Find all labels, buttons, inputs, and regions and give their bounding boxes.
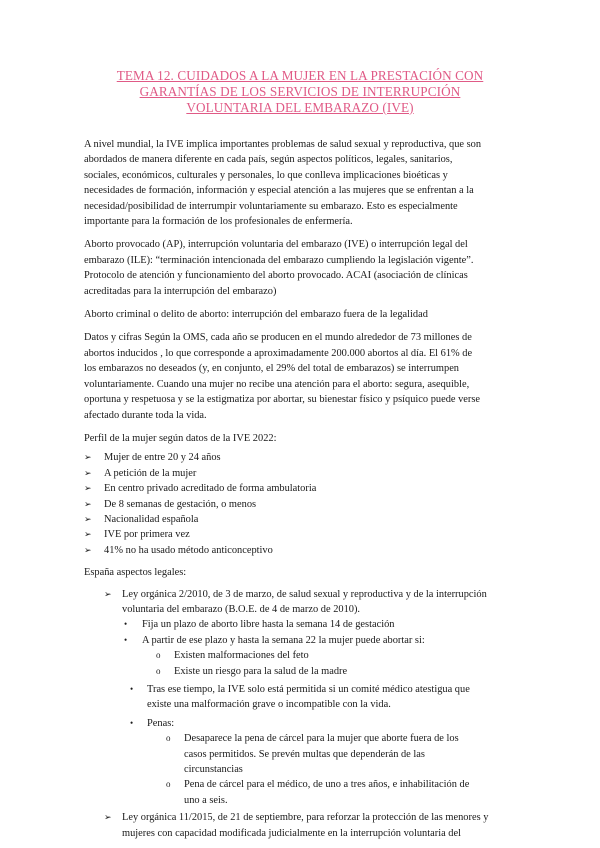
document-page (84, 68, 516, 841)
ley-2-2010-sublist (122, 617, 516, 808)
list-item (122, 664, 516, 679)
list-item-text: Fija un plazo de aborto libre hasta la semana 14 de gestación (142, 619, 395, 631)
text-line: Ley orgánica 2/2010, de 3 de marzo, de salud sexual y reproductiva y de la interrupción (122, 588, 487, 600)
circle-bullet-icon: o (156, 665, 161, 676)
title-line: VOLUNTARIA DEL EMBARAZO (IVE) (186, 100, 414, 115)
text-line: abortos inducidos , lo que corresponde a aproximadamente 200.000 abortos al día. El 61% de (84, 347, 473, 359)
list-item (84, 543, 516, 558)
list-item-text: De 8 semanas de gestación, o menos (104, 498, 257, 510)
list-item-text: A petición de la mujer (104, 467, 197, 479)
text-line: acreditadas para la interrupción del embarazo) (84, 285, 277, 297)
dot-bullet-icon: • (124, 634, 128, 645)
list-item (122, 777, 516, 808)
text-line: voluntaria del embarazo (B.O.E. de 4 de marzo de 2010). (122, 603, 361, 615)
list-item (84, 466, 516, 481)
list-item (122, 716, 516, 731)
text-line: embarazo (ILE): “terminación intencionada del embarazo cumpliendo la legislación vigente”. (84, 254, 474, 266)
text-line: abordados de manera diferente en cada país, según aspectos políticos, legales, sanitarios, (84, 154, 453, 166)
aborto-provocado-paragraph (84, 237, 516, 299)
list-item-text: Existen malformaciones del feto (174, 650, 309, 662)
text-line: mujeres con capacidad modificada judicialmente en la interrupción voluntaria del (122, 827, 461, 839)
ley-2-2010-item (84, 587, 516, 809)
text-line: Ley orgánica 11/2015, de 21 de septiembre, para reforzar la protección de las menores y (122, 812, 489, 824)
title-line: TEMA 12. CUIDADOS A LA MUJER EN LA PRESTACIÓN CON (116, 68, 484, 83)
intro-paragraph (84, 137, 516, 229)
text-line: Aborto criminal o delito de aborto: interrupción del embarazo fuera de la legalidad (84, 309, 428, 321)
text-line: Pena de cárcel para el médico, de uno a tres años, e inhabilitación de (184, 779, 470, 791)
list-item-text: 41% no ha usado método anticonceptivo (104, 544, 273, 556)
text-line: Protocolo de atención y funcionamiento del aborto provocado. ACAI (asociación de clínicas (84, 270, 468, 282)
arrow-bullet-icon: ➢ (104, 588, 112, 599)
list-item-text: Penas: (147, 717, 175, 729)
list-item (122, 731, 516, 777)
list-item (84, 512, 516, 527)
text-line: existe una malformación grave o incompatible con la vida. (147, 699, 391, 711)
text-line: circunstancias (184, 764, 243, 776)
circle-bullet-icon: o (156, 650, 161, 661)
espana-heading: España aspectos legales: (84, 567, 187, 579)
arrow-bullet-icon: ➢ (104, 812, 112, 823)
list-item-text: IVE por primera vez (104, 529, 190, 541)
perfil-list (84, 450, 516, 558)
perfil-heading: Perfil de la mujer según datos de la IVE 2022: (84, 432, 277, 444)
ley-11-2015-item (84, 810, 516, 841)
list-item (84, 450, 516, 465)
text-line: los embarazos no deseados (y, en conjunto, el 29% del total de embarazos) se interrumpen (84, 363, 459, 375)
text-line: voluntariamente. Cuando una mujer no recibe una atención para el aborto: segura, asequible, (84, 378, 470, 390)
text-line: Aborto provocado (AP), interrupción voluntaria del embarazo (IVE) o interrupción legal del (84, 239, 468, 251)
arrow-bullet-icon: ➢ (84, 529, 92, 540)
text-line: A nivel mundial, la IVE implica importantes problemas de salud sexual y reproductiva, que son (84, 139, 482, 150)
list-item (84, 497, 516, 512)
text-line: Tras ese tiempo, la IVE solo está permitida si un comité médico atestigua que (147, 684, 470, 695)
text-line: oportuna y respetuosa y se la estigmatiza por abortar, su bienestar físico y psíquico puede verse (84, 394, 481, 406)
text-line: Datos y cifras Según la OMS, cada año se producen en el mundo alrededor de 73 millones de (84, 332, 472, 344)
circle-bullet-icon: o (166, 733, 171, 744)
document-title (84, 68, 516, 116)
arrow-bullet-icon: ➢ (84, 498, 92, 509)
list-item (122, 617, 516, 632)
text-line: Desaparece la pena de cárcel para la mujer que aborte fuera de los (184, 733, 459, 745)
list-item-text: Existe un riesgo para la salud de la madre (174, 665, 348, 677)
dot-bullet-icon: • (124, 619, 128, 630)
list-item-text: En centro privado acreditado de forma ambulatoria (104, 483, 317, 495)
list-item (122, 648, 516, 663)
text-line: importante para la formación de los profesionales de enfermería. (84, 216, 353, 228)
text-line: afectado durante toda la vida. (84, 409, 207, 421)
dot-bullet-icon: • (130, 717, 134, 728)
list-item (122, 682, 516, 713)
text-line: necesidades de formación, información y especial atención a las mujeres que se enfrentan a la (84, 185, 474, 197)
arrow-bullet-icon: ➢ (84, 467, 92, 478)
list-item (84, 481, 516, 496)
arrow-bullet-icon: ➢ (84, 544, 92, 555)
list-item (122, 633, 516, 648)
list-item (84, 527, 516, 542)
legal-list (84, 587, 516, 842)
arrow-bullet-icon: ➢ (84, 452, 92, 463)
title-line: GARANTÍAS DE LOS SERVICIOS DE INTERRUPCIÓN (139, 84, 461, 99)
aborto-criminal-paragraph (84, 307, 516, 322)
text-line: casos permitidos. Se prevén multas que dependerán de las (184, 748, 425, 760)
datos-cifras-paragraph (84, 330, 516, 422)
circle-bullet-icon: o (166, 779, 171, 790)
list-item-text: Mujer de entre 20 y 24 años (104, 452, 221, 464)
list-item-text: A partir de ese plazo y hasta la semana 22 la mujer puede abortar si: (142, 634, 425, 646)
dot-bullet-icon: • (130, 684, 134, 694)
text-line: necesidad/posibilidad de interrumpir voluntariamente su embarazo. Esto es especialmente (84, 200, 458, 212)
arrow-bullet-icon: ➢ (84, 483, 92, 494)
text-line: sociales, económicos, culturales y personales, lo que conlleva implicaciones bioéticas y (84, 169, 448, 181)
arrow-bullet-icon: ➢ (84, 513, 92, 524)
list-item-text: Nacionalidad española (104, 513, 199, 525)
text-line: uno a seis. (184, 794, 228, 806)
